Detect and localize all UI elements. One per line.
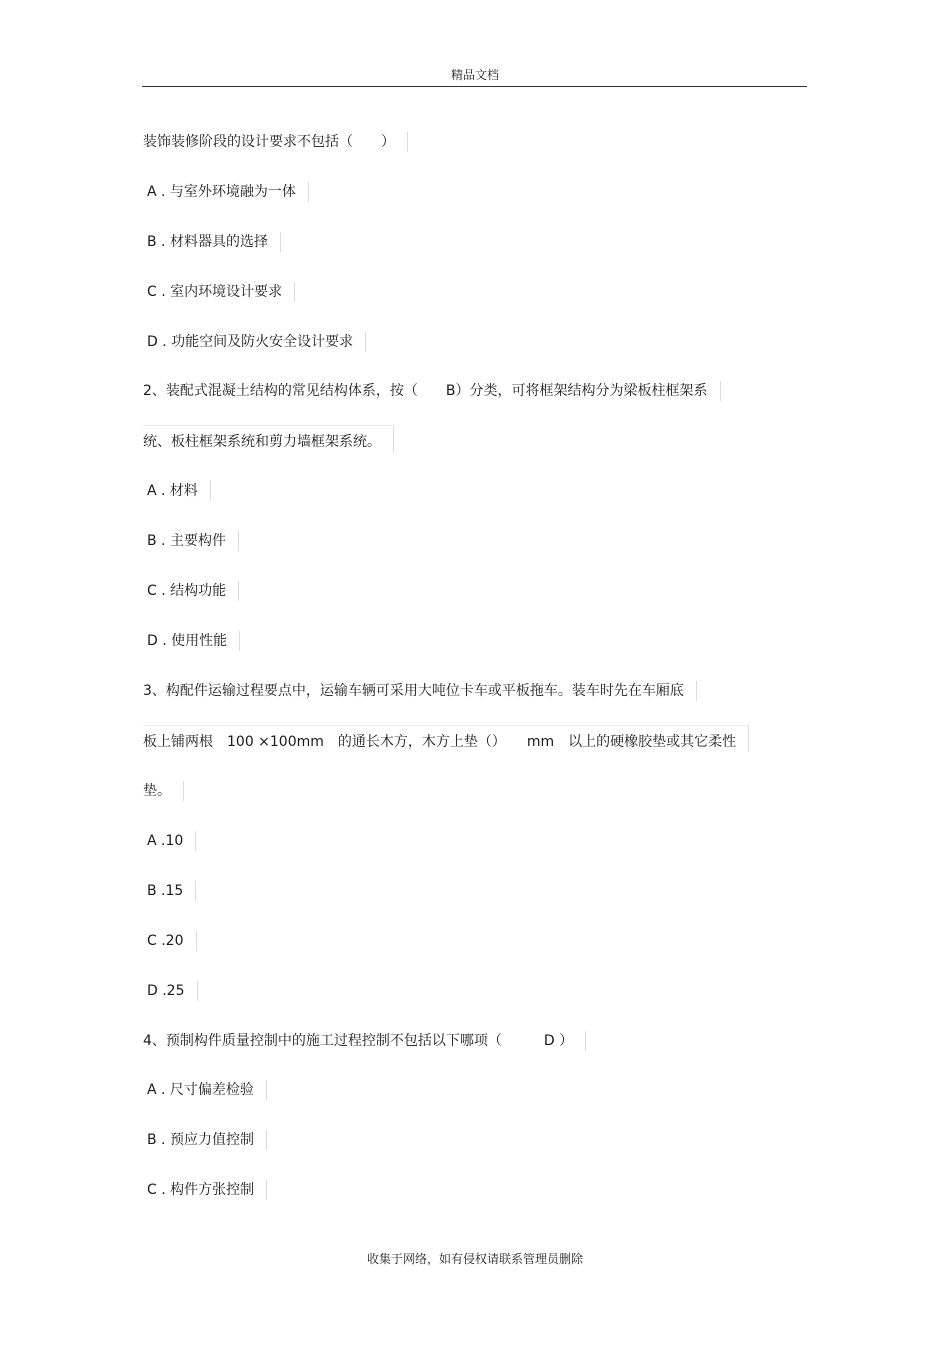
question-2-stem-line-1: 2、装配式混凝土结构的常见结构体系，按（ B）分类，可将框架结构分为梁板柱框架系 <box>143 381 721 401</box>
question-3-option-c: C .20 <box>147 931 197 951</box>
question-1-option-b: B . 材料器具的选择 <box>147 232 281 252</box>
question-3-stem-line-3: 垫。 <box>143 781 184 801</box>
question-1-option-a: A . 与室外环境融为一体 <box>147 182 309 202</box>
question-4-option-a: A . 尺寸偏差检验 <box>147 1080 267 1100</box>
question-1-stem: 装饰装修阶段的设计要求不包括（ ） <box>143 132 408 152</box>
question-2-option-a: A . 材料 <box>147 481 211 501</box>
question-3-stem-line-1: 3、构配件运输过程要点中，运输车辆可采用大吨位卡车或平板拖车。装车时先在车厢底 <box>143 681 697 701</box>
page-header-title: 精品文档 <box>450 68 499 82</box>
page-footer-note: 收集于网络，如有侵权请联系管理员删除 <box>366 1252 583 1266</box>
question-2-option-c: C . 结构功能 <box>147 581 239 601</box>
question-1-option-c: C . 室内环境设计要求 <box>147 282 295 302</box>
question-3-option-a: A .10 <box>147 831 196 851</box>
question-3-option-b: B .15 <box>147 881 196 901</box>
question-1-option-d: D . 功能空间及防火安全设计要求 <box>147 332 366 352</box>
question-4-option-b: B . 预应力值控制 <box>147 1130 267 1150</box>
question-2-option-b: B . 主要构件 <box>147 531 239 551</box>
question-4-stem: 4、预制构件质量控制中的施工过程控制不包括以下哪项（ D ） <box>143 1031 586 1051</box>
question-2-option-d: D . 使用性能 <box>147 631 240 651</box>
question-3-option-d: D .25 <box>147 981 198 1001</box>
question-2-stem-line-2: 统、板柱框架系统和剪力墙框架系统。 <box>143 425 394 452</box>
question-4-option-c: C . 构件方张控制 <box>147 1180 267 1200</box>
question-3-stem-line-2: 板上铺两根 100 ×100mm 的通长木方，木方上垫（） mm 以上的硬橡胶垫或其它柔性 <box>143 725 749 752</box>
header-divider <box>142 86 807 87</box>
